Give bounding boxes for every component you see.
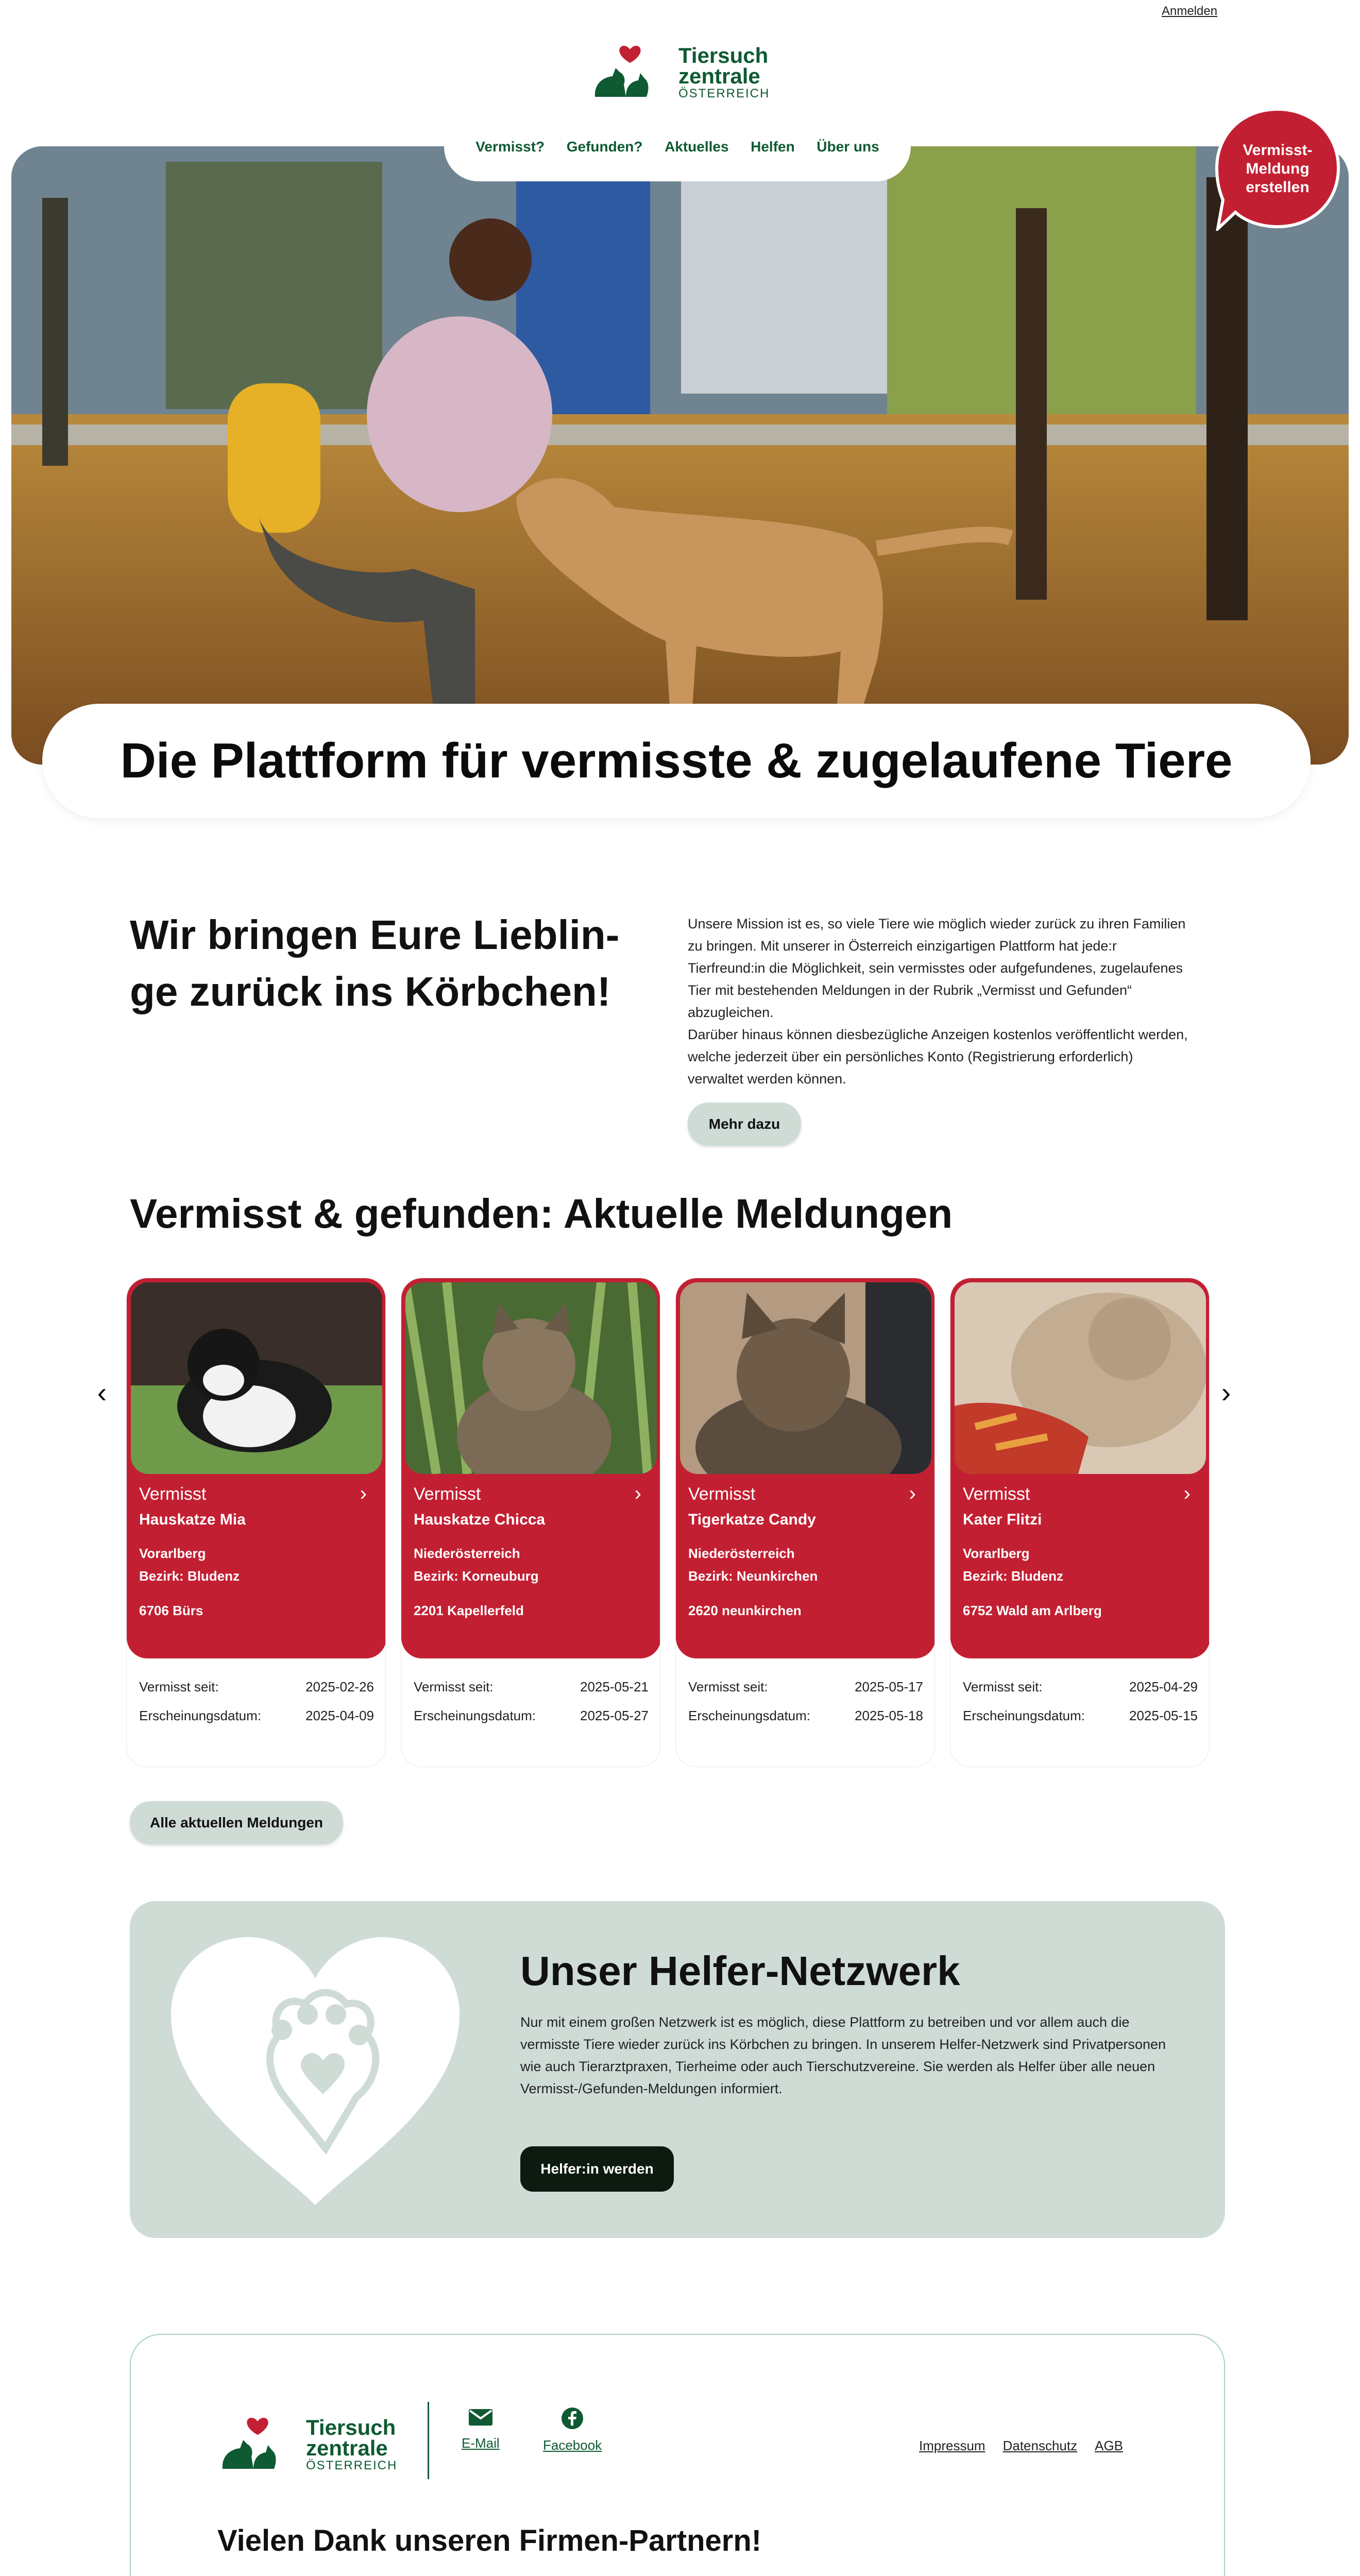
report-place: 6752 Wald am Arlberg	[963, 1603, 1102, 1618]
report-since-row	[688, 1679, 923, 1695]
report-since-value: 2025-05-17	[855, 1679, 923, 1694]
partners-heading: Vielen Dank unseren Firmen-Partnern!	[217, 2524, 762, 2557]
helper-line: wie auch Tierarztpraxen, Tierheime oder auch Tierschutzvereine. Sie werden als Helfer über alle neuen	[520, 2059, 1155, 2074]
become-helper-button[interactable]: Helfer:in werden	[520, 2146, 674, 2192]
report-district: Bezirk: Korneuburg	[414, 1568, 539, 1584]
nav-item-gefunden[interactable]: Gefunden?	[566, 139, 643, 155]
report-published-label: Erscheinungsdatum:	[414, 1708, 536, 1723]
email-link[interactable]	[462, 2407, 500, 2451]
report-card-body	[127, 1278, 386, 1658]
logo-line2: zentrale	[678, 64, 760, 88]
logo-line2: zentrale	[306, 2436, 388, 2460]
report-published-row	[139, 1708, 374, 1724]
report-since-label: Vermisst seit:	[688, 1679, 768, 1694]
report-status: Vermisst	[963, 1484, 1030, 1504]
chevron-right-icon: ›	[909, 1482, 916, 1505]
report-place: 6706 Bürs	[139, 1603, 203, 1618]
report-published-value: 2025-04-09	[305, 1708, 374, 1723]
login-link[interactable]: Anmelden	[1162, 4, 1218, 18]
helper-line: vermisste Tiere wieder zurück ins Körbchen zu bringen. In unserem Helfer-Netzwerk sind Privatpersonen	[520, 2037, 1166, 2052]
logo-line1: Tiersuch	[678, 43, 769, 67]
report-pet-name: Hauskatze Chicca	[414, 1511, 546, 1528]
mission-line: welche jederzeit über ein persönliches Konto (Registrierung erforderlich)	[688, 1049, 1133, 1064]
page-title: Die Plattform für vermisste & zugelaufene Tiere	[120, 733, 1233, 788]
report-since-value: 2025-04-29	[1129, 1679, 1198, 1694]
chevron-right-icon: ›	[1183, 1482, 1191, 1505]
logo-animals-icon	[590, 35, 677, 102]
report-since-row	[139, 1679, 374, 1695]
report-card[interactable]	[126, 1278, 386, 1767]
heart-paw-icon	[161, 1932, 470, 2210]
report-state: Vorarlberg	[139, 1546, 206, 1561]
report-published-row	[414, 1708, 649, 1724]
report-since-label: Vermisst seit:	[963, 1679, 1043, 1694]
main-nav	[444, 112, 911, 181]
report-state: Niederösterreich	[688, 1546, 795, 1561]
nav-item-vermisst[interactable]: Vermisst?	[475, 139, 545, 155]
footer-logo[interactable]	[217, 2407, 398, 2474]
report-card-body	[950, 1278, 1210, 1658]
pet-photo	[131, 1282, 382, 1474]
mission-heading-line2: ge zurück ins Körbchen!	[130, 969, 611, 1014]
logo-animals-icon	[217, 2407, 305, 2474]
report-since-row	[963, 1679, 1198, 1695]
logo-sub: ÖSTERREICH	[678, 87, 770, 100]
report-published-label: Erscheinungsdatum:	[688, 1708, 811, 1723]
report-card[interactable]	[401, 1278, 660, 1767]
report-region	[688, 1542, 818, 1587]
report-region	[963, 1542, 1063, 1587]
datenschutz-link[interactable]: Datenschutz	[1002, 2438, 1078, 2453]
mission-line: Tier mit bestehenden Meldungen in der Rubrik „Vermisst und Gefunden“	[688, 982, 1132, 998]
report-status: Vermisst	[688, 1484, 756, 1504]
chevron-left-icon[interactable]: ‹	[97, 1376, 107, 1409]
report-district: Bezirk: Bludenz	[963, 1568, 1064, 1584]
report-pet-name: Tigerkatze Candy	[688, 1511, 816, 1528]
report-published-row	[688, 1708, 923, 1724]
report-since-label: Vermisst seit:	[414, 1679, 494, 1694]
create-report-button[interactable]	[1215, 107, 1340, 231]
report-place: 2201 Kapellerfeld	[414, 1603, 524, 1618]
legal-links	[919, 2438, 1123, 2454]
site-logo[interactable]	[590, 35, 770, 102]
pet-photo	[405, 1282, 657, 1474]
footer	[130, 2334, 1225, 2576]
pet-photo	[680, 1282, 931, 1474]
helper-heading: Unser Helfer-Netzwerk	[520, 1948, 960, 1994]
report-card-body	[676, 1278, 935, 1658]
mission-line: verwaltet werden können.	[688, 1071, 846, 1087]
report-since-value: 2025-05-21	[580, 1679, 649, 1694]
report-published-row	[963, 1708, 1198, 1724]
helper-network-section	[130, 1901, 1225, 2238]
mail-icon	[468, 2407, 494, 2428]
mission-line: Darüber hinaus können diesbezügliche Anzeigen kostenlos veröffentlicht werden,	[688, 1027, 1188, 1042]
report-state: Niederösterreich	[414, 1546, 520, 1561]
report-pet-name: Kater Flitzi	[963, 1511, 1042, 1528]
report-card[interactable]	[950, 1278, 1210, 1767]
cta-line2: Meldung	[1246, 160, 1310, 177]
facebook-link[interactable]	[543, 2407, 602, 2453]
report-place: 2620 neunkirchen	[688, 1603, 802, 1618]
nav-item-aktuelles[interactable]: Aktuelles	[665, 139, 729, 155]
report-card-body	[401, 1278, 660, 1658]
mission-line: Unsere Mission ist es, so viele Tiere wie möglich wieder zurück zu ihren Familien	[688, 916, 1186, 931]
report-published-value: 2025-05-15	[1129, 1708, 1198, 1723]
helper-text	[520, 2011, 1190, 2100]
facebook-label: Facebook	[543, 2437, 602, 2453]
logo-sub: ÖSTERREICH	[306, 2459, 398, 2472]
logo-line1: Tiersuch	[306, 2415, 396, 2439]
agb-link[interactable]: AGB	[1095, 2438, 1124, 2453]
mission-heading-line1: Wir bringen Eure Lieblin-	[130, 912, 620, 958]
footer-divider	[428, 2402, 429, 2479]
helper-line: Nur mit einem großen Netzwerk ist es möglich, diese Plattform zu betreiben und vor allem auch die	[520, 2014, 1130, 2030]
report-published-label: Erscheinungsdatum:	[139, 1708, 262, 1723]
reports-heading: Vermisst & gefunden: Aktuelle Meldungen	[130, 1191, 953, 1236]
pet-photo	[955, 1282, 1206, 1474]
mission-line: zu bringen. Mit unserer in Österreich einzigartigen Plattform hat jede:r	[688, 938, 1117, 954]
helper-line: Vermisst-/Gefunden-Meldungen informiert.	[520, 2081, 783, 2096]
nav-item-ueber-uns[interactable]: Über uns	[817, 139, 879, 155]
report-district: Bezirk: Bludenz	[139, 1568, 240, 1584]
report-published-value: 2025-05-18	[855, 1708, 923, 1723]
mission-line: Tierfreund:in die Möglichkeit, sein vermisstes oder aufgefundenes, zugelaufenes	[688, 960, 1183, 976]
all-reports-button[interactable]: Alle aktuellen Meldungen	[130, 1801, 343, 1844]
report-since-value: 2025-02-26	[305, 1679, 374, 1694]
cta-line1: Vermisst-	[1243, 142, 1313, 159]
mission-text	[688, 913, 1234, 1090]
cta-line3: erstellen	[1246, 179, 1310, 196]
chevron-right-icon: ›	[634, 1482, 641, 1505]
report-district: Bezirk: Neunkirchen	[688, 1568, 818, 1584]
report-since-label: Vermisst seit:	[139, 1679, 219, 1694]
mission-heading	[130, 907, 645, 1020]
more-button[interactable]: Mehr dazu	[688, 1103, 801, 1146]
facebook-icon	[561, 2407, 584, 2430]
report-region	[414, 1542, 539, 1587]
report-region	[139, 1542, 240, 1587]
report-status: Vermisst	[414, 1484, 481, 1504]
hero-image	[11, 146, 1349, 765]
report-pet-name: Hauskatze Mia	[139, 1511, 246, 1528]
report-card[interactable]	[675, 1278, 935, 1767]
chevron-right-icon[interactable]: ›	[1221, 1376, 1231, 1409]
report-since-row	[414, 1679, 649, 1695]
impressum-link[interactable]: Impressum	[919, 2438, 985, 2453]
report-state: Vorarlberg	[963, 1546, 1030, 1561]
email-label: E-Mail	[462, 2435, 500, 2451]
nav-item-helfen[interactable]: Helfen	[751, 139, 795, 155]
report-published-label: Erscheinungsdatum:	[963, 1708, 1085, 1723]
mission-line: abzugleichen.	[688, 1005, 774, 1020]
hero-title-card	[42, 704, 1311, 818]
report-published-value: 2025-05-27	[580, 1708, 649, 1723]
report-status: Vermisst	[139, 1484, 207, 1504]
chevron-right-icon: ›	[360, 1482, 367, 1505]
